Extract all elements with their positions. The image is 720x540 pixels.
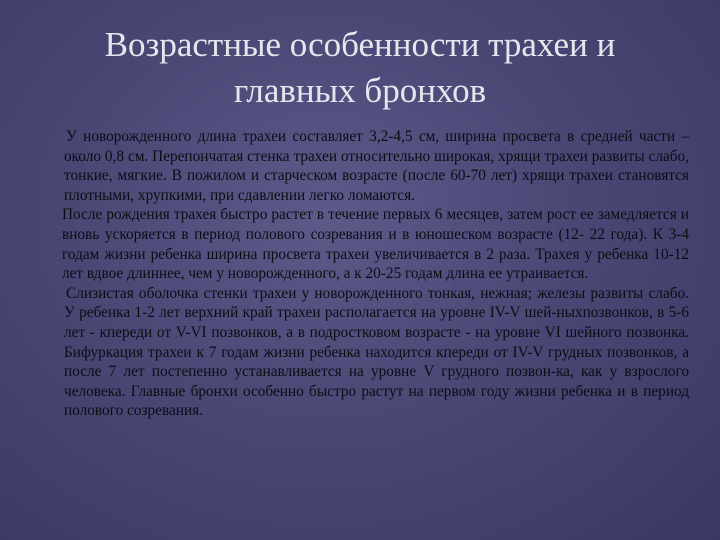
- paragraph-growth-after-birth: После рождения трахея быстро растет в течение первых 6 месяцев, затем рост ее замедляется и вновь ускоряется в период полового созревания и в юношеском возрасте (12- 22 года). К 3-4 годам жизни ребенка ширина просвета трахеи увеличивается в 2 раза. Трахея у ребенка 10-12 лет вдвое длиннее, чем у новорожденного, а к 20-25 годам длина ее утраивается.: [62, 206, 689, 283]
- slide-body: [64, 127, 689, 421]
- paragraph-mucosa-and-position: Слизистая оболочка стенки трахеи у новорожденного тонкая, нежная; железы развиты слабо. У ребенка 1-2 лет верхний край трахеи располагается на уровне IV-V шей-ныхпозвонков, в 5-6 лет - кпереди от V-VI позвонков, а в подростковом возрасте - на уровне VI шейного позвонка. Бифуркация трахеи к 7 годам жизни ребенка находится кпереди от IV-V грудных позвонков, а после 7 лет постепенно устанавливается на уровне V грудного позвон-ка, как у взрослого человека. Главные бронхи особенно быстро растут на первом году жизни ребенка и в период полового созревания.: [64, 284, 689, 420]
- paragraph-newborn-trachea: У новорожденного длина трахеи составляет 3,2-4,5 см, ширина просвета в средней части – около 0,8 см. Перепончатая стенка трахеи относительно широкая, хрящи трахеи развиты слабо, тонкие, мягкие. В пожилом и старческом возрасте (после 60-70 лет) хрящи трахеи становятся плотными, хрупкими, при сдавлении легко ломаются.: [64, 128, 689, 204]
- slide-title-line-2: главных бронхов: [233, 71, 487, 110]
- slide-title-line-1: Возрастные особенности трахеи и: [104, 25, 616, 64]
- slide-title: [40, 22, 680, 114]
